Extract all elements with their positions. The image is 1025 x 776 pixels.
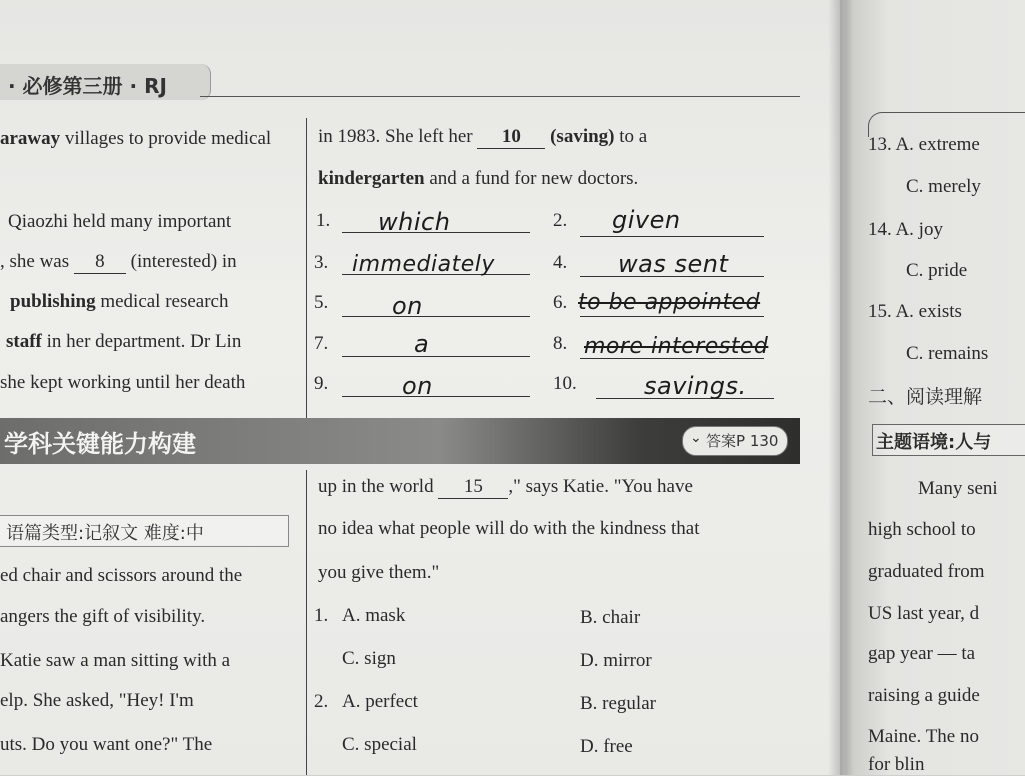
left-line-3: , she was 8 (interested) in <box>0 251 237 272</box>
answer-9: on <box>402 372 433 400</box>
answer-num-7: 7. <box>314 333 329 354</box>
left-line-2: Qiaozhi held many important <box>8 211 232 232</box>
right-item-13: 13. A. extreme <box>868 134 980 155</box>
option-2b: B. regular <box>580 693 656 714</box>
right-line-2: kindergarten and a fund for new doctors. <box>318 168 639 189</box>
right-passage-6: raising a guide <box>868 685 980 706</box>
answer-3: immediately <box>352 252 495 277</box>
option-1b: B. chair <box>580 607 641 628</box>
lower-left-line-3: Katie saw a man sitting with a <box>0 650 231 671</box>
right-line-1: in 1983. She left her 10 (saving) to a <box>318 126 648 147</box>
book-gutter <box>828 0 854 775</box>
header-label: · 必修第三册 · RJ <box>8 74 167 98</box>
answer-7: a <box>414 330 430 358</box>
answer-num-6: 6. <box>553 292 568 313</box>
header-rule <box>200 96 800 97</box>
answer-num-5: 5. <box>314 292 329 313</box>
answer-10: savings. <box>644 372 747 400</box>
right-item-15: 15. A. exists <box>868 301 962 322</box>
right-item-14: 14. A. joy <box>868 219 943 240</box>
right-passage-1: Many seni <box>918 478 998 499</box>
answer-8: more interested <box>584 334 769 359</box>
lower-right-line-3: you give them." <box>318 562 440 583</box>
answer-num-4: 4. <box>553 252 568 273</box>
lower-left-line-1: ed chair and scissors around the <box>0 565 243 586</box>
answer-num-2: 2. <box>553 210 568 231</box>
answer-line-6 <box>580 316 764 317</box>
left-line-4: publishing medical research <box>10 291 229 312</box>
lower-left-line-4: elp. She asked, "Hey! I'm <box>0 690 194 711</box>
answer-num-3: 3. <box>314 252 329 273</box>
lower-left-line-5: uts. Do you want one?" The <box>0 734 213 755</box>
right-passage-7: Maine. The no <box>868 726 979 747</box>
lower-left-line-2: angers the gift of visibility. <box>0 606 206 627</box>
answer-num-8: 8. <box>553 333 568 354</box>
lower-right-line-2: no idea what people will do with the kindness that <box>318 518 700 539</box>
answer-line-7 <box>342 356 530 357</box>
option-2a: A. perfect <box>342 691 418 712</box>
answer-num-9: 9. <box>314 373 329 394</box>
column-divider-lower <box>306 470 307 775</box>
left-line-5: staff in her department. Dr Lin <box>6 331 242 352</box>
lower-right-line-1: up in the world 15 ," says Katie. "You have <box>318 476 693 497</box>
right-section-title: 二、阅读理解 <box>868 386 983 408</box>
answer-2: given <box>612 206 681 234</box>
right-passage-5: gap year — ta <box>868 643 976 664</box>
right-passage-2: high school to <box>868 519 976 540</box>
column-divider <box>306 118 307 418</box>
left-line-6: she kept working until her death <box>0 372 246 393</box>
option-2c: C. special <box>342 734 417 755</box>
theme-label: 主题语境:人与 <box>876 432 992 453</box>
answer-1: which <box>378 208 451 236</box>
answer-line-5 <box>342 316 530 317</box>
right-passage-3: graduated from <box>868 561 985 582</box>
option-2d: D. free <box>580 736 633 757</box>
option-num-2: 2. <box>314 691 329 712</box>
answer-line-9 <box>342 396 530 397</box>
option-1d: D. mirror <box>580 650 652 671</box>
answer-reference: 答案P 130 <box>706 432 779 450</box>
right-item-13c: C. merely <box>906 176 981 197</box>
right-item-14c: C. pride <box>906 260 968 281</box>
answer-line-2 <box>580 236 764 237</box>
option-1a: A. mask <box>342 605 406 626</box>
answer-5: on <box>392 292 423 320</box>
section-title: 学科关键能力构建 <box>4 430 196 458</box>
right-item-15c: C. remains <box>906 343 989 364</box>
answer-4: was sent <box>618 250 729 278</box>
option-1c: C. sign <box>342 648 396 669</box>
answer-6: to be appointed <box>578 290 761 315</box>
chevron-down-icon: ⌄ <box>690 430 702 446</box>
passage-meta: 语篇类型:记叙文 难度:中 <box>6 523 204 544</box>
answer-num-1: 1. <box>316 210 331 231</box>
right-passage-4: US last year, d <box>868 603 980 624</box>
answer-num-10: 10. <box>553 373 577 394</box>
option-num-1: 1. <box>314 605 329 626</box>
right-passage-8: for blin <box>868 754 925 775</box>
left-line-1: araway villages to provide medical <box>0 128 272 149</box>
